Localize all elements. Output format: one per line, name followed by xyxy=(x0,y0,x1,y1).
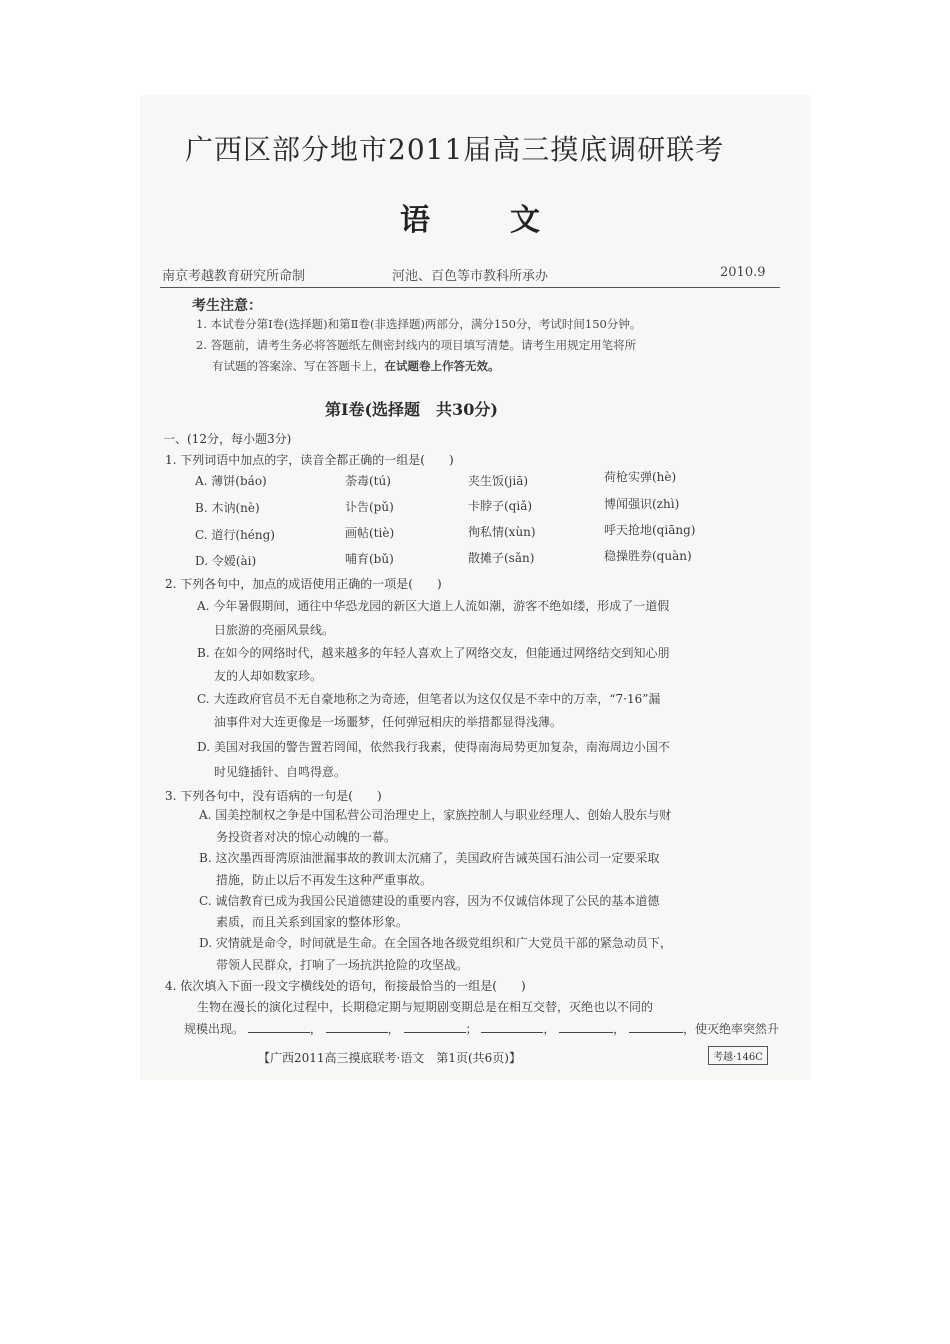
q1-option-d2: 哺育(bǔ) xyxy=(345,552,394,566)
q2-option-d: D. 美国对我国的警告置若罔闻，依然我行我素，使得南海局势更加复杂，南海周边小国不 xyxy=(197,740,670,754)
q1-option-b1: B. 木讷(nè) xyxy=(195,501,260,515)
q1-option-a2: 荼毒(tú) xyxy=(345,474,391,488)
q1-stem: 1. 下列词语中加点的字，读音全都正确的一组是( ) xyxy=(165,453,454,467)
notice-warning: 在试题卷上作答无效。 xyxy=(384,359,500,373)
blank-6 xyxy=(629,1032,683,1033)
q2-stem: 2. 下列各句中，加点的成语使用正确的一项是( ) xyxy=(165,577,442,591)
q1-option-d3: 散摊子(sǎn) xyxy=(468,551,535,565)
q1-option-a1: A. 薄饼(báo) xyxy=(195,474,267,488)
q3-stem: 3. 下列各句中，没有语病的一句是( ) xyxy=(165,789,382,803)
q4-passage-start: 规模出现。 xyxy=(184,1022,245,1036)
notice-item-1: 1. 本试卷分第Ⅰ卷(选择题)和第Ⅱ卷(非选择题)两部分，满分150分，考试时间150分钟。 xyxy=(196,317,642,331)
blank-2 xyxy=(326,1032,388,1033)
blank-5 xyxy=(559,1032,613,1033)
q1-option-b3: 卡脖子(qiǎ) xyxy=(468,499,533,513)
q1-option-b4: 博闻强识(zhì) xyxy=(604,497,680,511)
blank-3 xyxy=(404,1032,466,1033)
q2-option-b-cont: 友的人却如数家珍。 xyxy=(214,669,323,683)
header-rule xyxy=(160,287,780,288)
q3-option-a-cont: 务投资者对决的惊心动魄的一幕。 xyxy=(216,830,397,844)
q4-passage-line-1: 生物在漫长的演化过程中，长期稳定期与短期剧变期总是在相互交替，灭绝也以不同的 xyxy=(197,1000,654,1014)
q2-option-a-cont: 日旅游的亮丽风景线。 xyxy=(214,623,335,637)
q1-option-a3: 夹生饭(jiā) xyxy=(468,474,529,488)
q2-option-d-cont: 时见缝插针、自鸣得意。 xyxy=(214,765,347,779)
q2-option-c: C. 大连政府官员不无自豪地称之为奇迹，但笔者以为这仅仅是不幸中的万幸，“7·16”漏 xyxy=(197,692,661,706)
q4-stem: 4. 依次填入下面一段文字横线处的语句，衔接最恰当的一组是( ) xyxy=(165,979,526,993)
part-one-heading: 一、(12分，每小题3分) xyxy=(163,432,292,446)
q2-option-a: A. 今年暑假期间，通往中华恐龙园的新区大道上人流如潮，游客不绝如缕，形成了一道假 xyxy=(197,599,670,613)
notice-item-2-text: 有试题的答案涂、写在答题卡上， xyxy=(212,359,385,373)
q3-option-b: B. 这次墨西哥湾原油泄漏事故的教训太沉痛了，美国政府告诫英国石油公司一定要采取 xyxy=(199,851,660,865)
section-title: 第Ⅰ卷(选择题 共30分) xyxy=(325,400,498,419)
q1-option-b2: 讣告(pǔ) xyxy=(345,500,394,514)
q1-option-c2: 画帖(tiè) xyxy=(345,526,395,540)
q1-option-c3: 徇私情(xùn) xyxy=(468,525,536,539)
q3-option-c-cont: 素质，而且关系到国家的整体形象。 xyxy=(216,915,409,929)
subject-title: 语文 xyxy=(400,203,620,238)
q4-passage-line-2: 规模出现。 ， ， ； ， ， ，使灭绝率突然升 xyxy=(184,1022,779,1036)
q3-option-a: A. 国美控制权之争是中国私营公司治理史上，家族控制人与职业经理人、创始人股东与财 xyxy=(199,808,672,822)
q1-option-d4: 稳操胜券(quàn) xyxy=(604,549,692,563)
page-footer: 【广西2011高三摸底联考·语文 第1页(共6页)】 xyxy=(258,1051,521,1065)
header-issuer: 南京考越教育研究所命制 xyxy=(162,269,306,284)
q3-option-c: C. 诚信教育已成为我国公民道德建设的重要内容，因为不仅诚信体现了公民的基本道德 xyxy=(199,894,660,908)
q1-option-d1: D. 令嫒(ài) xyxy=(195,554,257,568)
q3-option-d-cont: 带领人民群众，打响了一场抗洪抢险的攻坚战。 xyxy=(216,958,469,972)
notice-item-2: 2. 答题前，请考生务必将答题纸左侧密封线内的项目填写清楚。请考生用规定用笔将所 xyxy=(196,338,637,352)
blank-4 xyxy=(481,1032,543,1033)
q2-option-c-cont: 油事件对大连更像是一场噩梦，任何弹冠相庆的举措都显得浅薄。 xyxy=(214,715,563,729)
exam-title: 广西区部分地市2011届高三摸底调研联考 xyxy=(185,133,725,166)
q4-passage-end: ，使灭绝率突然升 xyxy=(682,1022,779,1036)
q3-option-d: D. 灾情就是命令，时间就是生命。在全国各地各级党组织和广大党员干部的紧急动员下， xyxy=(199,936,672,950)
q1-option-a4: 荷枪实弹(hè) xyxy=(604,470,677,484)
q2-option-b: B. 在如今的网络时代，越来越多的年轻人喜欢上了网络交友，但能通过网络结交到知心朋 xyxy=(197,646,670,660)
blank-1 xyxy=(248,1032,310,1033)
notice-title: 考生注意： xyxy=(192,298,262,314)
notice-item-2-cont xyxy=(212,358,500,374)
q1-option-c4: 呼天抢地(qiāng) xyxy=(604,523,696,537)
header-organizer: 河池、百色等市教科所承办 xyxy=(392,269,549,284)
q3-option-b-cont: 措施，防止以后不再发生这种严重事故。 xyxy=(216,873,433,887)
header-date: 2010.9 xyxy=(720,265,766,280)
q1-option-c1: C. 道行(héng) xyxy=(195,528,275,542)
exam-code: 考越·146C xyxy=(708,1046,768,1065)
